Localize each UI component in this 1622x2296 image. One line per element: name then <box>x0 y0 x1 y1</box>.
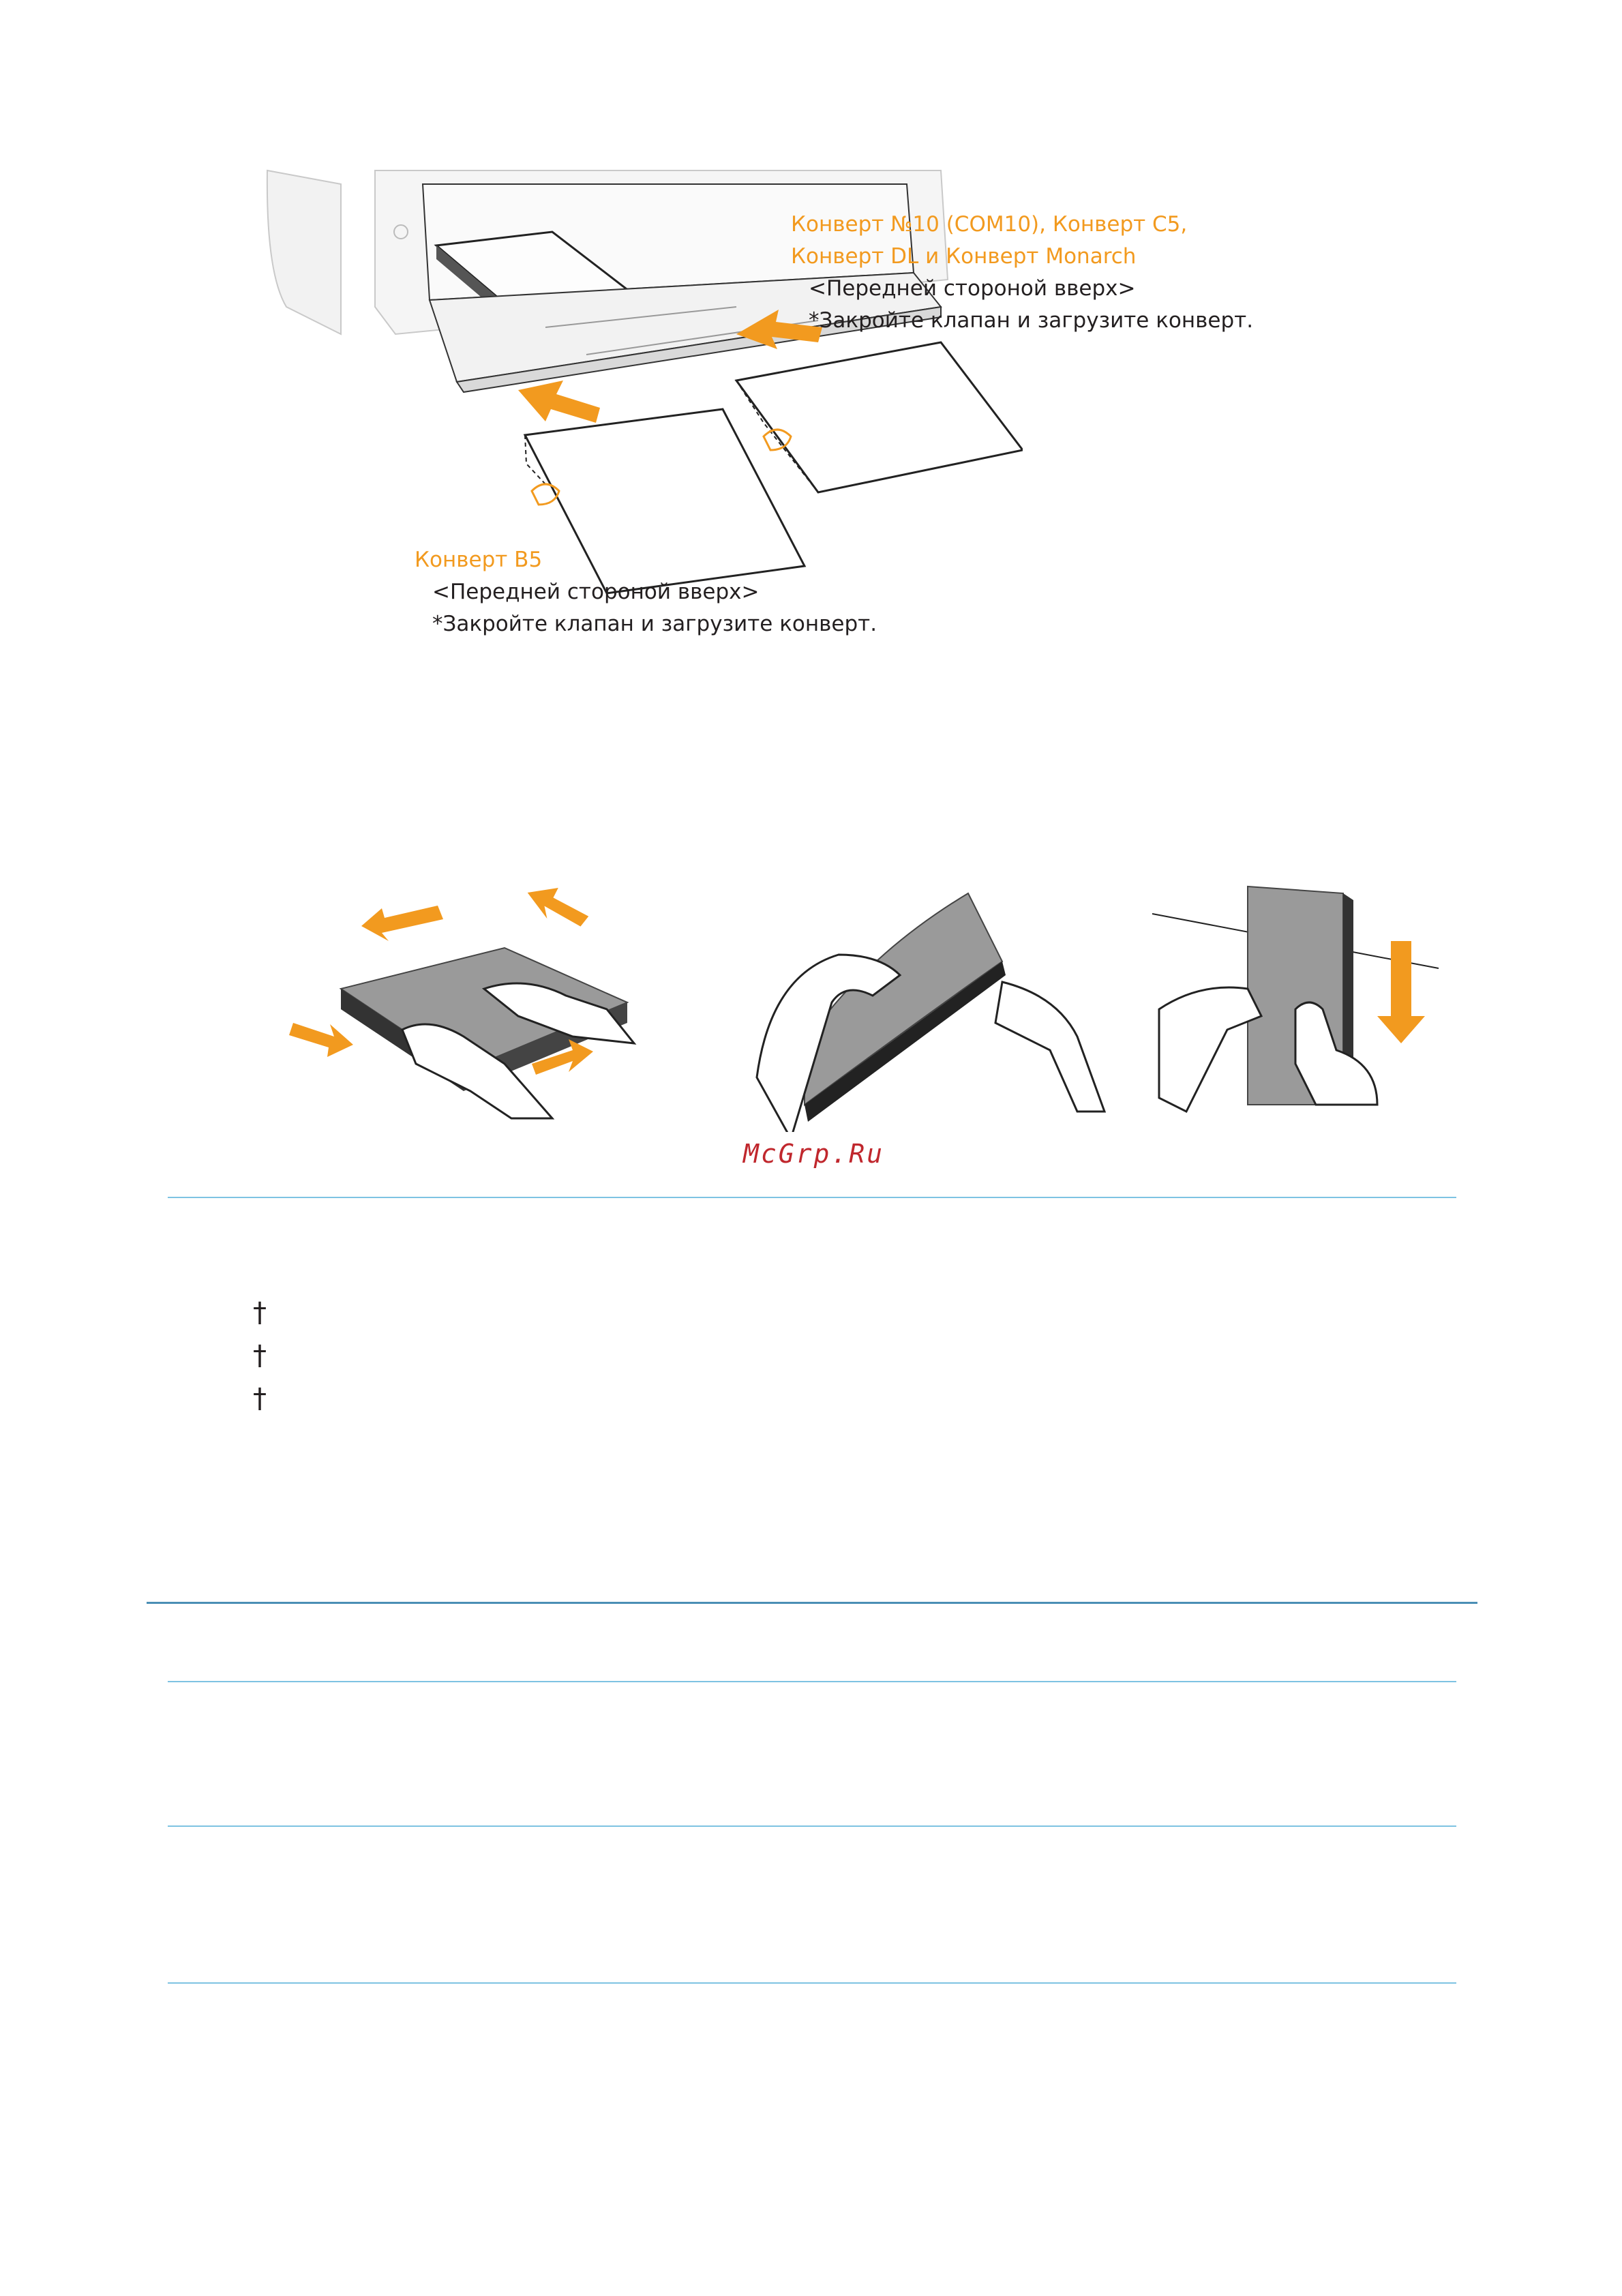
divider-rule <box>168 1825 1456 1827</box>
divider-rule <box>168 1681 1456 1682</box>
divider-rule <box>168 1197 1456 1198</box>
callout-note-close-flap: *Закройте клапан и загрузите конверт. <box>809 308 1254 333</box>
callout-title-line2: Конверт DL и Конверт Monarch <box>791 244 1137 269</box>
envelope-preparation-illustration <box>280 873 1445 1132</box>
callout-title-line1: Конверт №10 (COM10), Конверт C5, <box>791 212 1188 237</box>
callout-note-face-up: <Передней стороной вверх> <box>809 276 1136 301</box>
callout-envelope-b5 <box>415 544 877 640</box>
section-divider <box>147 1602 1477 1604</box>
callout-b5-note-face-up: <Передней стороной вверх> <box>432 580 760 604</box>
divider-rule <box>168 1982 1456 1984</box>
bullet-mark: † <box>253 1383 267 1414</box>
callout-envelope-com10 <box>791 209 1253 337</box>
callout-b5-note-close-flap: *Закройте клапан и загрузите конверт. <box>432 612 877 636</box>
bullet-mark: † <box>253 1340 267 1371</box>
watermark: McGrp.Ru <box>743 1139 885 1169</box>
bend-stack-panel <box>757 893 1105 1132</box>
flatten-stack-panel <box>289 878 634 1118</box>
callout-b5-title: Конверт B5 <box>415 548 543 572</box>
tap-stack-panel <box>1152 886 1439 1112</box>
bullet-mark: † <box>253 1297 267 1328</box>
